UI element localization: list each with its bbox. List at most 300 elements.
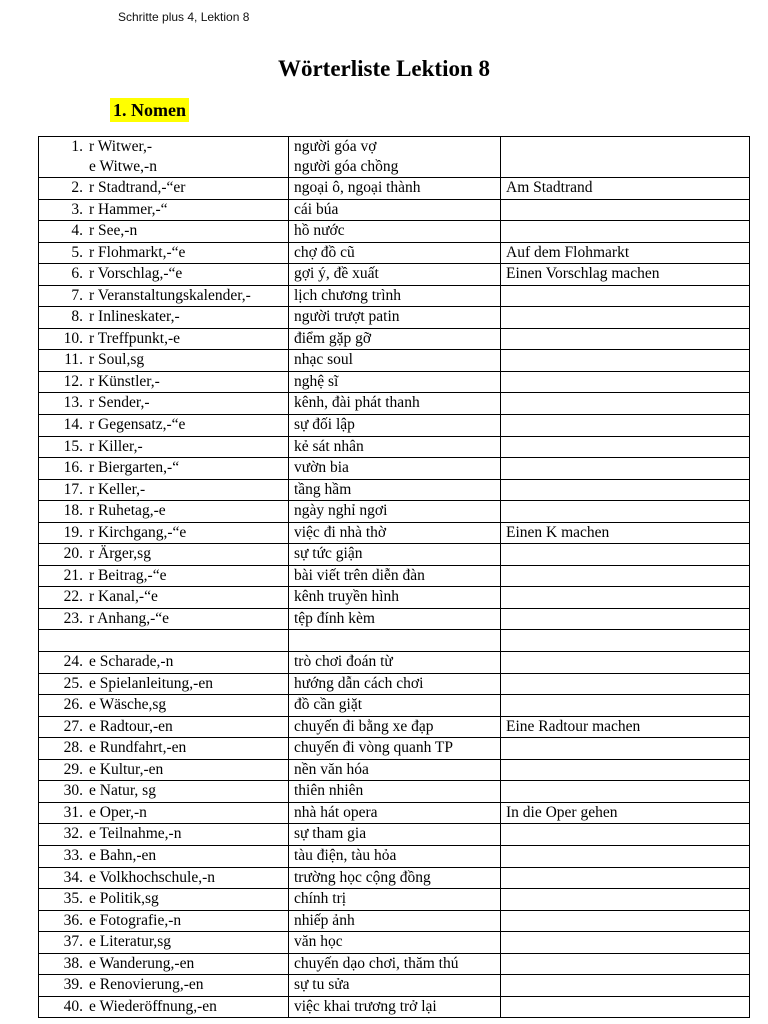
german-word: e Natur, sg bbox=[89, 782, 156, 800]
german-word-line bbox=[43, 868, 283, 888]
vietnamese-meaning: kênh, đài phát thanh bbox=[294, 394, 420, 412]
example-phrase-cell bbox=[501, 996, 750, 1018]
german-word-cell bbox=[39, 221, 289, 243]
vietnamese-meaning: nghệ sĩ bbox=[294, 372, 339, 390]
row-number: 24. bbox=[63, 653, 83, 671]
table-row bbox=[39, 996, 750, 1018]
table-row bbox=[39, 371, 750, 393]
row-number: 23. bbox=[63, 609, 83, 627]
example-phrase-cell bbox=[501, 544, 750, 566]
german-word-line bbox=[43, 652, 283, 672]
vietnamese-meaning: kẻ sát nhân bbox=[294, 437, 364, 455]
german-word-cell bbox=[39, 910, 289, 932]
german-word-cell bbox=[39, 996, 289, 1018]
german-word: r Treffpunkt,-e bbox=[89, 329, 180, 347]
german-word: r Hammer,-“ bbox=[89, 200, 168, 218]
table-row bbox=[39, 479, 750, 501]
table-row bbox=[39, 608, 750, 630]
german-word-cell bbox=[39, 522, 289, 544]
german-word-line bbox=[43, 846, 283, 866]
table-row bbox=[39, 328, 750, 350]
table-row bbox=[39, 178, 750, 200]
german-word: e Oper,-n bbox=[89, 803, 147, 821]
german-word-line bbox=[43, 911, 283, 931]
german-word: e Spielanleitung,-en bbox=[89, 674, 213, 692]
example-phrase-cell bbox=[501, 781, 750, 803]
vocabulary-table bbox=[38, 136, 750, 1018]
german-word-line bbox=[43, 587, 283, 607]
vietnamese-meaning-cell bbox=[289, 479, 501, 501]
row-number: 22. bbox=[63, 588, 83, 606]
vietnamese-meaning: trò chơi đoán từ bbox=[294, 653, 393, 671]
german-word: r Killer,- bbox=[89, 437, 143, 455]
german-word: r Ärger,sg bbox=[89, 545, 151, 563]
table-row bbox=[39, 889, 750, 911]
table-row bbox=[39, 393, 750, 415]
german-word-cell bbox=[39, 824, 289, 846]
row-number: 8. bbox=[71, 308, 83, 326]
vietnamese-meaning-cell bbox=[289, 630, 501, 652]
german-word: e Radtour,-en bbox=[89, 717, 173, 735]
example-phrase-cell bbox=[501, 307, 750, 329]
vietnamese-meaning: gợi ý, đề xuất bbox=[294, 265, 379, 283]
table-row bbox=[39, 587, 750, 609]
row-number: 4. bbox=[71, 222, 83, 240]
german-word: r Stadtrand,-“er bbox=[89, 179, 186, 196]
example-phrase-cell bbox=[501, 436, 750, 458]
vietnamese-meaning-cell bbox=[289, 242, 501, 264]
german-word: e Politik,sg bbox=[89, 890, 159, 908]
row-number: 14. bbox=[63, 416, 83, 434]
example-phrase-cell bbox=[501, 371, 750, 393]
example-phrase-cell bbox=[501, 137, 750, 178]
table-row bbox=[39, 137, 750, 178]
example-phrase-cell bbox=[501, 824, 750, 846]
table-row bbox=[39, 458, 750, 480]
vocabulary-table-container bbox=[38, 136, 749, 1018]
vietnamese-meaning-cell bbox=[289, 996, 501, 1018]
vietnamese-meaning: chuyến đi vòng quanh TP bbox=[294, 739, 454, 757]
vietnamese-meaning-cell bbox=[289, 845, 501, 867]
table-row bbox=[39, 307, 750, 329]
vietnamese-meaning: văn học bbox=[294, 933, 343, 951]
german-word-cell bbox=[39, 178, 289, 200]
row-number: 31. bbox=[63, 803, 83, 821]
table-row bbox=[39, 652, 750, 674]
german-word-cell bbox=[39, 458, 289, 480]
vietnamese-meaning-cell bbox=[289, 716, 501, 738]
german-word-line bbox=[43, 760, 283, 780]
german-word: e Witwe,-n bbox=[89, 158, 157, 175]
german-word: r See,-n bbox=[89, 222, 138, 240]
vietnamese-meaning-cell bbox=[289, 137, 501, 178]
example-phrase-cell bbox=[501, 458, 750, 480]
german-word: e Scharade,-n bbox=[89, 653, 174, 671]
german-word: r Gegensatz,-“e bbox=[89, 416, 186, 434]
vietnamese-meaning-cell bbox=[289, 178, 501, 200]
table-row bbox=[39, 932, 750, 954]
row-number: 5. bbox=[71, 243, 83, 261]
example-phrase-cell bbox=[501, 673, 750, 695]
row-number: 26. bbox=[63, 696, 83, 714]
example-phrase-cell bbox=[501, 889, 750, 911]
german-word-line bbox=[43, 566, 283, 586]
german-word: e Kultur,-en bbox=[89, 760, 164, 778]
row-number: 7. bbox=[71, 286, 83, 304]
german-word-cell bbox=[39, 802, 289, 824]
example-phrase-cell bbox=[501, 759, 750, 781]
german-word: e Volkhochschule,-n bbox=[89, 868, 215, 886]
example-phrase-cell: Auf dem Flohmarkt bbox=[501, 242, 750, 264]
german-word-line bbox=[43, 954, 283, 974]
table-row bbox=[39, 802, 750, 824]
german-word: r Beitrag,-“e bbox=[89, 566, 167, 584]
german-word-line bbox=[43, 264, 283, 284]
german-word: e Literatur,sg bbox=[89, 933, 172, 951]
table-row bbox=[39, 673, 750, 695]
vietnamese-meaning: việc đi nhà thờ bbox=[294, 523, 387, 541]
vietnamese-meaning: đồ cần giặt bbox=[294, 696, 363, 714]
german-word-cell bbox=[39, 436, 289, 458]
german-word-cell bbox=[39, 759, 289, 781]
row-number: 18. bbox=[63, 502, 83, 520]
table-row bbox=[39, 415, 750, 437]
table-row bbox=[39, 264, 750, 286]
vietnamese-meaning-cell bbox=[289, 565, 501, 587]
vietnamese-meaning: lịch chương trình bbox=[294, 286, 401, 304]
german-word: r Flohmarkt,-“e bbox=[89, 243, 186, 261]
german-word-line bbox=[43, 350, 283, 370]
vietnamese-meaning-cell bbox=[289, 328, 501, 350]
vietnamese-meaning-cell bbox=[289, 587, 501, 609]
row-number: 32. bbox=[63, 825, 83, 843]
german-word-cell bbox=[39, 630, 289, 652]
german-word: r Kirchgang,-“e bbox=[89, 523, 187, 541]
german-word-line bbox=[43, 695, 283, 715]
german-word-line bbox=[43, 307, 283, 327]
german-word-line bbox=[43, 437, 283, 457]
vietnamese-meaning-cell bbox=[289, 738, 501, 760]
german-word-cell bbox=[39, 501, 289, 523]
row-number: 12. bbox=[63, 372, 83, 390]
vietnamese-meaning: nền văn hóa bbox=[294, 760, 369, 778]
vietnamese-meaning-cell bbox=[289, 458, 501, 480]
vietnamese-meaning-cell bbox=[289, 673, 501, 695]
example-phrase-cell: In die Oper gehen bbox=[501, 802, 750, 824]
vietnamese-meaning: trường học cộng đồng bbox=[294, 868, 431, 886]
table-row bbox=[39, 221, 750, 243]
german-word-cell bbox=[39, 652, 289, 674]
row-number: 33. bbox=[63, 846, 83, 864]
vietnamese-meaning-cell bbox=[289, 371, 501, 393]
vietnamese-meaning-cell bbox=[289, 350, 501, 372]
row-number: 13. bbox=[63, 394, 83, 412]
german-word-cell bbox=[39, 479, 289, 501]
table-row bbox=[39, 867, 750, 889]
vietnamese-meaning-cell bbox=[289, 393, 501, 415]
table-row bbox=[39, 738, 750, 760]
vietnamese-meaning: ngoại ô, ngoại thành bbox=[294, 179, 421, 196]
vietnamese-meaning: nhạc soul bbox=[294, 351, 353, 369]
table-row bbox=[39, 350, 750, 372]
german-word-cell bbox=[39, 673, 289, 695]
table-row bbox=[39, 436, 750, 458]
table-row bbox=[39, 522, 750, 544]
table-row bbox=[39, 565, 750, 587]
example-phrase-cell bbox=[501, 975, 750, 997]
row-number: 36. bbox=[63, 911, 83, 929]
example-phrase-cell: Eine Radtour machen bbox=[501, 716, 750, 738]
german-word-line bbox=[43, 501, 283, 521]
table-row bbox=[39, 716, 750, 738]
german-word-line bbox=[43, 221, 283, 241]
vietnamese-meaning: tệp đính kèm bbox=[294, 609, 375, 627]
german-word: r Inlineskater,- bbox=[89, 308, 180, 326]
vietnamese-meaning: tầng hầm bbox=[294, 480, 352, 498]
german-word: e Renovierung,-en bbox=[89, 976, 204, 994]
row-number: 3. bbox=[71, 200, 83, 218]
german-word-cell bbox=[39, 544, 289, 566]
vietnamese-meaning: hướng dẫn cách chơi bbox=[294, 674, 424, 692]
german-word-line bbox=[43, 137, 283, 157]
vietnamese-meaning-cell bbox=[289, 436, 501, 458]
row-number: 40. bbox=[63, 997, 83, 1015]
table-row bbox=[39, 781, 750, 803]
example-phrase-cell bbox=[501, 565, 750, 587]
vietnamese-meaning-cell bbox=[289, 781, 501, 803]
german-word-cell bbox=[39, 781, 289, 803]
german-word-line bbox=[43, 480, 283, 500]
vietnamese-meaning-cell bbox=[289, 264, 501, 286]
german-word: r Keller,- bbox=[89, 480, 146, 498]
german-word-line bbox=[43, 286, 283, 306]
german-word-cell bbox=[39, 953, 289, 975]
vietnamese-meaning-cell bbox=[289, 910, 501, 932]
table-row bbox=[39, 695, 750, 717]
vietnamese-meaning-cell bbox=[289, 695, 501, 717]
vietnamese-meaning-cell bbox=[289, 759, 501, 781]
vietnamese-meaning-cell bbox=[289, 889, 501, 911]
vietnamese-meaning: sự đối lập bbox=[294, 416, 355, 434]
row-number: 38. bbox=[63, 954, 83, 972]
german-word: e Bahn,-en bbox=[89, 846, 157, 864]
german-word: e Teilnahme,-n bbox=[89, 825, 182, 843]
example-phrase-cell bbox=[501, 350, 750, 372]
vietnamese-meaning-cell bbox=[289, 608, 501, 630]
table-row bbox=[39, 975, 750, 997]
german-word-cell bbox=[39, 328, 289, 350]
german-word-line bbox=[43, 932, 283, 952]
example-phrase-cell bbox=[501, 652, 750, 674]
german-word-line bbox=[43, 329, 283, 349]
german-word-line bbox=[43, 975, 283, 995]
vietnamese-meaning-cell bbox=[289, 199, 501, 221]
vietnamese-meaning: người góa chồng bbox=[294, 158, 399, 175]
vietnamese-meaning-cell bbox=[289, 652, 501, 674]
vietnamese-meaning-cell bbox=[289, 953, 501, 975]
row-number: 6. bbox=[71, 265, 83, 283]
vietnamese-meaning-cell bbox=[289, 415, 501, 437]
table-row bbox=[39, 824, 750, 846]
german-word: e Wäsche,sg bbox=[89, 696, 167, 714]
german-word-line bbox=[43, 630, 283, 650]
german-word-line bbox=[43, 523, 283, 543]
row-number: 11. bbox=[64, 351, 83, 369]
example-phrase-cell bbox=[501, 953, 750, 975]
german-word-line bbox=[43, 415, 283, 435]
german-word-line bbox=[43, 609, 283, 629]
table-row bbox=[39, 242, 750, 264]
example-phrase-cell bbox=[501, 608, 750, 630]
row-number: 2. bbox=[71, 179, 83, 196]
table-row bbox=[39, 759, 750, 781]
german-word: r Anhang,-“e bbox=[89, 609, 170, 627]
german-word-line bbox=[43, 372, 283, 392]
row-number: 37. bbox=[63, 933, 83, 951]
german-word-line bbox=[43, 157, 283, 177]
german-word-cell bbox=[39, 587, 289, 609]
german-word-cell bbox=[39, 307, 289, 329]
german-word: e Fotografie,-n bbox=[89, 911, 182, 929]
row-number: 19. bbox=[63, 523, 83, 541]
german-word-cell bbox=[39, 889, 289, 911]
vietnamese-meaning-cell bbox=[289, 307, 501, 329]
vietnamese-meaning: kênh truyền hình bbox=[294, 588, 400, 606]
vietnamese-meaning: nhà hát opera bbox=[294, 803, 378, 821]
row-number: 16. bbox=[63, 459, 83, 477]
german-word-cell bbox=[39, 415, 289, 437]
german-word-line bbox=[43, 803, 283, 823]
vietnamese-meaning-cell bbox=[289, 867, 501, 889]
vietnamese-meaning: ngày nghỉ ngơi bbox=[294, 502, 388, 520]
example-phrase-cell bbox=[501, 738, 750, 760]
german-word-cell bbox=[39, 350, 289, 372]
table-row bbox=[39, 501, 750, 523]
german-word-cell bbox=[39, 199, 289, 221]
example-phrase-cell bbox=[501, 695, 750, 717]
row-number: 30. bbox=[63, 782, 83, 800]
row-number: 35. bbox=[63, 890, 83, 908]
vietnamese-meaning: người trượt patin bbox=[294, 308, 400, 326]
example-phrase-cell bbox=[501, 845, 750, 867]
german-word-line bbox=[43, 393, 283, 413]
vietnamese-meaning-cell bbox=[289, 975, 501, 997]
vietnamese-meaning: việc khai trương trở lại bbox=[294, 997, 437, 1015]
row-number: 29. bbox=[63, 760, 83, 778]
vietnamese-meaning-cell bbox=[289, 932, 501, 954]
vietnamese-meaning: nhiếp ảnh bbox=[294, 911, 355, 929]
vietnamese-meaning-cell bbox=[289, 221, 501, 243]
row-number: 21. bbox=[63, 566, 83, 584]
german-word-cell bbox=[39, 738, 289, 760]
german-word: e Wanderung,-en bbox=[89, 954, 195, 972]
vietnamese-meaning-cell bbox=[289, 802, 501, 824]
vietnamese-meaning: sự tham gia bbox=[294, 825, 367, 843]
german-word-line bbox=[43, 738, 283, 758]
page-header-note: Schritte plus 4, Lektion 8 bbox=[118, 10, 250, 24]
german-word-cell bbox=[39, 242, 289, 264]
german-word-line bbox=[43, 200, 283, 220]
german-word: e Wiederöffnung,-en bbox=[89, 997, 217, 1015]
vietnamese-meaning: chính trị bbox=[294, 890, 347, 908]
german-word-line bbox=[43, 717, 283, 737]
german-word-line bbox=[43, 178, 283, 198]
row-number: 10. bbox=[63, 329, 83, 347]
example-phrase-cell bbox=[501, 393, 750, 415]
example-phrase-cell: Einen Vorschlag machen bbox=[501, 264, 750, 286]
german-word-cell bbox=[39, 264, 289, 286]
vietnamese-meaning: sự tức giận bbox=[294, 545, 363, 563]
german-word: r Soul,sg bbox=[89, 351, 145, 369]
vietnamese-meaning: tàu điện, tàu hỏa bbox=[294, 846, 397, 864]
example-phrase-cell bbox=[501, 415, 750, 437]
german-word-cell bbox=[39, 393, 289, 415]
table-row bbox=[39, 544, 750, 566]
example-phrase-cell bbox=[501, 479, 750, 501]
vietnamese-meaning: chợ đồ cũ bbox=[294, 243, 355, 261]
vietnamese-meaning: điểm gặp gỡ bbox=[294, 329, 372, 347]
row-number: 34. bbox=[63, 868, 83, 886]
vocabulary-table-body bbox=[39, 137, 750, 1018]
row-number: 28. bbox=[63, 739, 83, 757]
german-word-cell bbox=[39, 608, 289, 630]
german-word-cell bbox=[39, 137, 289, 178]
vietnamese-meaning-cell bbox=[289, 285, 501, 307]
vietnamese-meaning: cái búa bbox=[294, 200, 339, 218]
german-word bbox=[83, 631, 89, 648]
german-word: r Ruhetag,-e bbox=[89, 502, 166, 520]
table-row bbox=[39, 910, 750, 932]
row-number: 27. bbox=[63, 717, 83, 735]
vietnamese-meaning: vườn bia bbox=[294, 459, 349, 477]
vietnamese-meaning: thiên nhiên bbox=[294, 782, 364, 800]
german-word-cell bbox=[39, 867, 289, 889]
example-phrase-cell bbox=[501, 910, 750, 932]
example-phrase-cell bbox=[501, 630, 750, 652]
table-row bbox=[39, 199, 750, 221]
example-phrase-cell bbox=[501, 587, 750, 609]
german-word-line bbox=[43, 824, 283, 844]
example-phrase-cell bbox=[501, 328, 750, 350]
example-phrase-cell bbox=[501, 932, 750, 954]
row-number: 15. bbox=[63, 437, 83, 455]
german-word: e Rundfahrt,-en bbox=[89, 739, 187, 757]
table-row bbox=[39, 845, 750, 867]
german-word-cell bbox=[39, 975, 289, 997]
vietnamese-meaning-cell bbox=[289, 824, 501, 846]
vietnamese-meaning: bài viết trên diễn đàn bbox=[294, 566, 425, 584]
row-number: 39. bbox=[63, 976, 83, 994]
example-phrase-cell bbox=[501, 867, 750, 889]
table-row bbox=[39, 285, 750, 307]
vietnamese-meaning: hồ nước bbox=[294, 222, 345, 240]
german-word: r Kanal,-“e bbox=[89, 588, 158, 606]
vietnamese-meaning: chuyến dạo chơi, thăm thú bbox=[294, 954, 459, 972]
german-word-cell bbox=[39, 845, 289, 867]
german-word-cell bbox=[39, 285, 289, 307]
example-phrase-cell bbox=[501, 285, 750, 307]
vietnamese-meaning: người góa vợ bbox=[294, 138, 377, 155]
german-word-cell bbox=[39, 695, 289, 717]
document-title: Wörterliste Lektion 8 bbox=[277, 56, 491, 81]
row-number: 1. bbox=[71, 138, 83, 155]
german-word-line bbox=[43, 889, 283, 909]
german-word-cell bbox=[39, 371, 289, 393]
table-row bbox=[39, 630, 750, 652]
row-number: 17. bbox=[63, 480, 83, 498]
example-phrase-cell: Einen K machen bbox=[501, 522, 750, 544]
example-phrase-cell bbox=[501, 501, 750, 523]
